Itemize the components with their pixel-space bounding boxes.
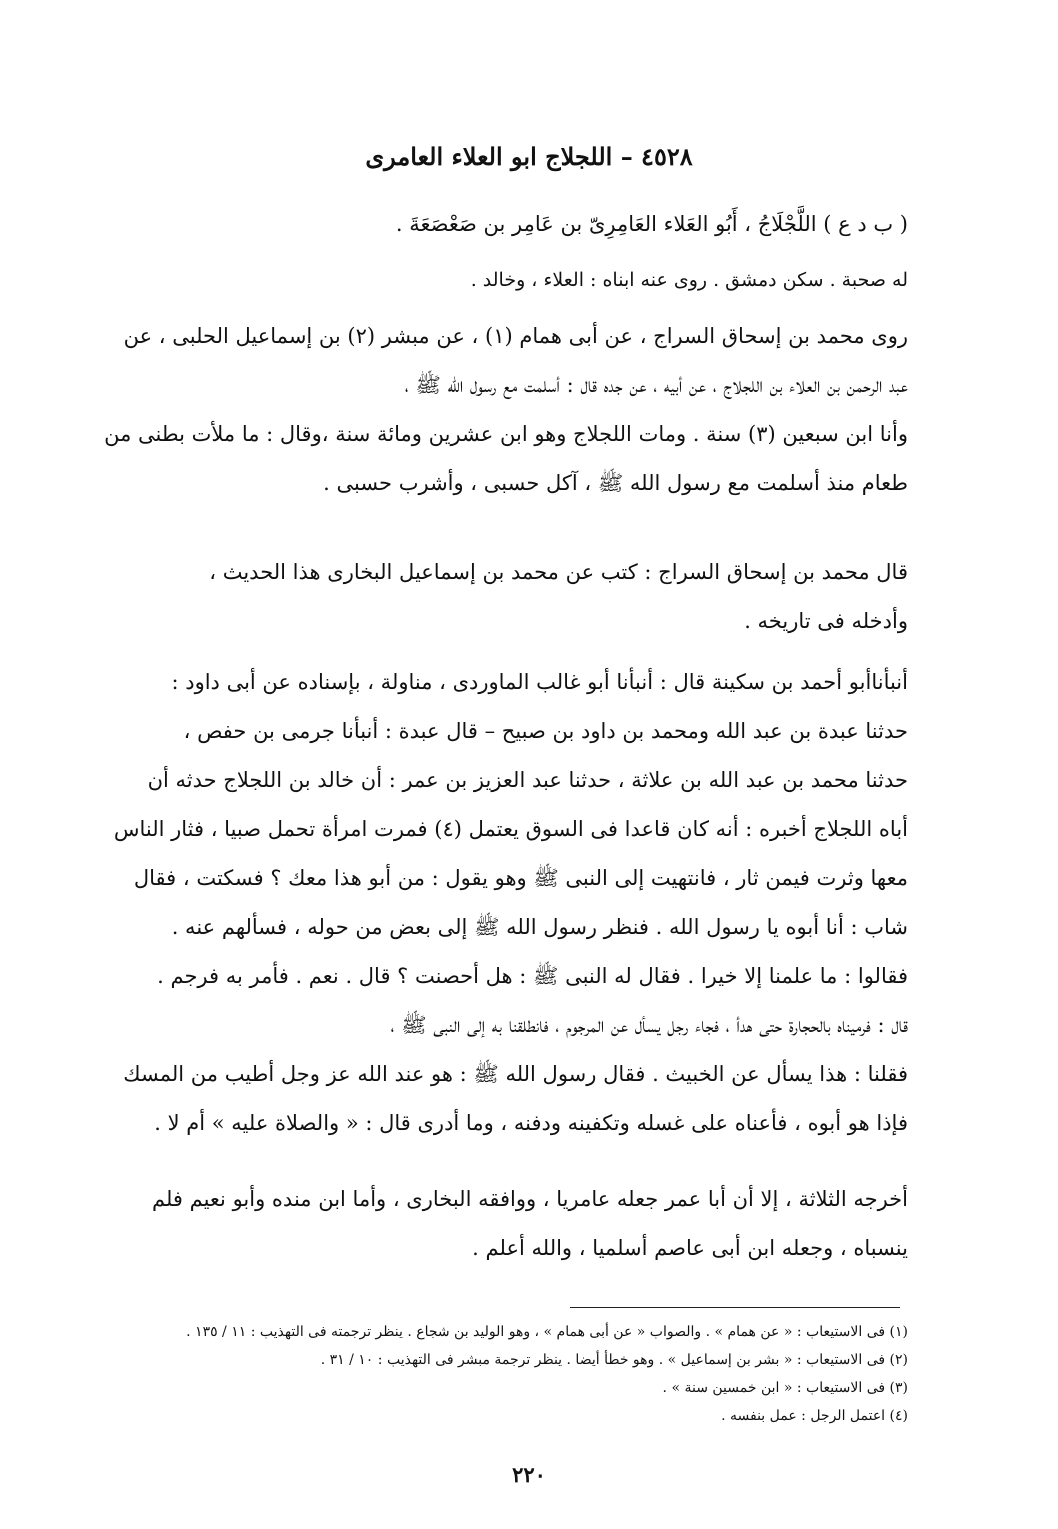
text-line: حدثنا محمد بن عبد الله بن علاثة ، حدثنا عبد العزيز بن عمر : أن خالد بن اللجلاج حدثه أن [147,768,908,792]
text-line: حدثنا عبدة بن عبد الله ومحمد بن داود بن صبيح – قال عبدة : أنبأنا جرمى بن حفص ، [183,719,908,743]
footnote: (٣) فى الاستيعاب : « ابن خمسين سنة » . [662,1380,908,1396]
text-line: أنبأناأبو أحمد بن سكينة قال : أنبأنا أبو غالب الماوردى ، مناولة ، بإسناده عن أبى داود : [171,670,908,694]
paragraph-bukhari-note [148,548,908,646]
text-line: وأدخله فى تاريخه . [744,609,908,633]
text-line: قال : فرميناه بالحجارة حتى هدأ ، فجاء رجل يسأل عن المرجوم ، فانطلقنا به إلى النبى ﷺ ، [390,1013,908,1037]
text-line: ( ب د ع ) اللَّجْلَاجُ ، أَبُو العَلاء العَامِرِىّ بن عَامِر بن صَعْصَعَةَ . [395,212,908,236]
footnote: (٤) اعتمل الرجل : عمل بنفسه . [721,1408,908,1424]
paragraph-conclusion [148,1175,908,1273]
text-line: له صحبة . سكن دمشق . روى عنه ابناه : العلاء ، وخالد . [470,269,908,291]
text-line: ينسباه ، وجعله ابن أبى عاصم أسلميا ، والله أعلم . [472,1236,908,1260]
footnotes [148,1318,908,1430]
text-line: فقلنا : هذا يسأل عن الخبيث . فقال رسول الله ﷺ : هو عند الله عز وجل أطيب من المسك [123,1062,908,1086]
footnote-divider [570,1307,900,1308]
text-line: أخرجه الثلاثة ، إلا أن أبا عمر جعله عامريا ، ووافقه البخارى ، وأما ابن منده وأبو نعيم فلم [151,1187,908,1211]
text-line: معها وثرت فيمن ثار ، فانتهيت إلى النبى ﷺ وهو يقول : من أبو هذا معك ؟ فسكتت ، فقال [133,866,908,890]
paragraph-hadith [113,658,908,1148]
footnote: (١) فى الاستيعاب : « عن همام » . والصواب « عن أبى همام » ، وهو الوليد بن شجاع . ينظر ترجمته فى التهذيب : ١١ / ١٣٥ . [186,1324,908,1340]
entry-name-line [148,200,908,249]
text-line: شاب : أنا أبوه يا رسول الله . فنظر رسول الله ﷺ إلى بعض من حوله ، فسألهم عنه . [171,915,908,939]
entry-title: ٤٥٢٨ – اللجلاج ابو العلاء العامرى [365,142,693,171]
text-line: وأنا ابن سبعين (٣) سنة . ومات اللجلاج وهو ابن عشرين ومائة سنة ،وقال : ما ملأت بطنى من [104,422,908,446]
text-line: فقالوا : ما علمنا إلا خيرا . فقال له النبى ﷺ : هل أحصنت ؟ قال . نعم . فأمر به فرجم . [157,964,908,988]
text-line: روى محمد بن إسحاق السراج ، عن أبى همام (١) ، عن مبشر (٢) بن إسماعيل الحلبى ، عن [123,324,908,348]
text-line: عبد الرحمن بن العلاء بن اللجلاج ، عن أبيه ، عن جده قال : أسلمت مع رسول الله ﷺ ، [404,373,908,397]
entry-summary-line [148,256,908,305]
text-line: فإذا هو أبوه ، فأعناه على غسله وتكفينه ودفنه ، وما أدرى قال : « والصلاة عليه » أم لا . [154,1111,908,1135]
paragraph-narration [104,312,908,508]
text-line: أباه اللجلاج أخبره : أنه كان قاعدا فى السوق يعتمل (٤) فمرت امرأة تحمل صبيا ، فثار الناس [113,817,908,841]
text-line: طعام منذ أسلمت مع رسول الله ﷺ ، آكل حسبى ، وأشرب حسبى . [323,471,908,495]
text-line: قال محمد بن إسحاق السراج : كتب عن محمد بن إسماعيل البخارى هذا الحديث ، [209,560,908,584]
page-number: ٢٢٠ [512,1462,546,1487]
footnote: (٢) فى الاستيعاب : « بشر بن إسماعيل » . وهو خطأ أيضا . ينظر ترجمة مبشر فى التهذيب : ١٠ / ٣١ . [320,1352,908,1368]
